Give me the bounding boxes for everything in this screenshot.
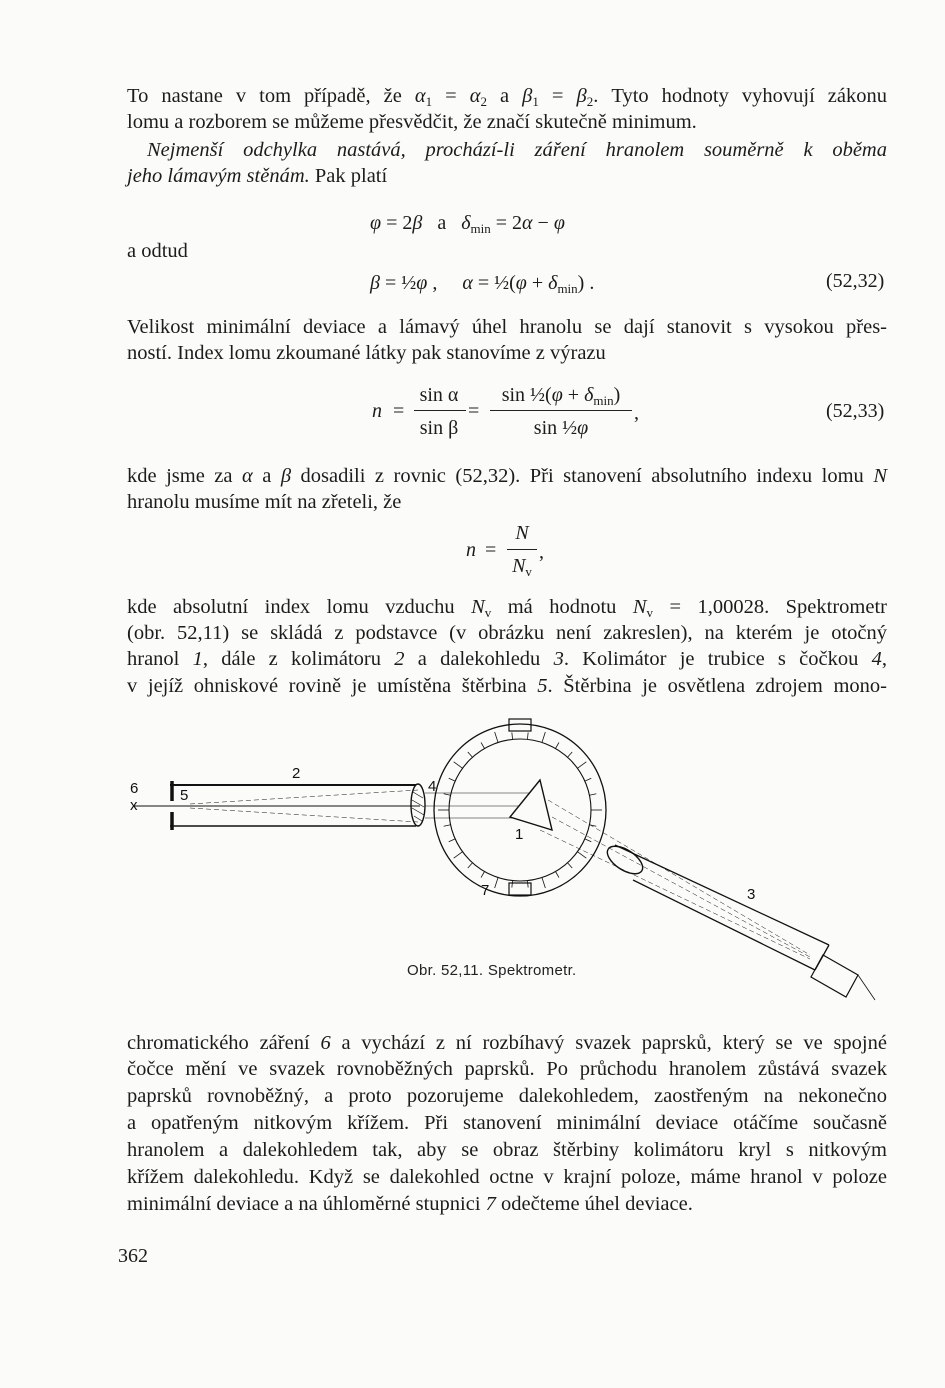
scale-tick <box>449 839 455 842</box>
text-line: Velikost minimální deviace a lámavý úhel hranolu se dají stanovit s vysokou přes- <box>127 316 887 338</box>
scale-tick <box>512 732 513 739</box>
text-line: v jejíž ohniskové rovině je umístěna štěrbina 5. Štěrbina je osvětlena zdrojem mono- <box>127 675 887 697</box>
text-line: jeho lámavým stěnám. Pak platí <box>127 165 388 187</box>
scale-tick <box>512 881 513 888</box>
equation-n: n <box>372 400 382 422</box>
text-line: To nastane v tom případě, že $\alpha_1 = \alpha_2$ a $\beta_1 = \beta_2$. Tyto hodnoty vyhovují zákonu <box>127 85 888 109</box>
text-line: kde absolutní index lomu vzduchu $N_v$ má hodnotu $N_v = 1,00028$. Spektrometr <box>127 596 887 620</box>
scale-tick <box>542 732 545 742</box>
scale-tick <box>481 742 485 748</box>
equation-phi: φ = 2β a $\delta_{min} = 2\alpha - \varphi$ <box>370 212 565 236</box>
refracted-ray <box>552 817 810 957</box>
refracted-ray <box>540 830 810 959</box>
text-line: čočce mění ve svazek rovnoběžných paprsků. Po průchodu hranolem zůstává svazek <box>127 1058 887 1080</box>
scale-tick <box>589 825 596 826</box>
scale-tick <box>495 732 498 742</box>
scale-tick <box>454 852 463 858</box>
fraction-denominator: sin ½φ <box>533 417 589 439</box>
scale-tick <box>449 778 455 781</box>
label-5: 5 <box>180 787 189 804</box>
fraction-numerator: sin ½(φ + $\delta_{min}$) <box>501 384 621 408</box>
text-line: hranol 1, dále z kolimátoru 2 a dalekohledu 3. Kolimátor je trubice s čočkou 4, <box>127 648 888 670</box>
equals-sign: = <box>393 400 405 422</box>
equation-n: n <box>466 539 476 561</box>
scale-tick <box>527 881 528 888</box>
scale-tick <box>468 863 473 868</box>
telescope-eyepiece <box>811 955 858 997</box>
scale-tick <box>527 732 528 739</box>
prism <box>510 780 552 830</box>
ray-upper <box>190 790 418 804</box>
fraction-denominator: sin β <box>419 417 459 439</box>
text-line: chromatického záření 6 a vychází z ní rozbíhavý svazek paprsků, který se ve spojné <box>127 1032 887 1054</box>
label-1: 1 <box>515 826 524 843</box>
scale-tick <box>495 878 498 888</box>
equals-sign: = <box>485 539 497 561</box>
text-line: kde jsme za α a β dosadili z rovnic (52,32). Při stanovení absolutního indexu lomu N <box>127 465 887 487</box>
text-line: hranolem a dalekohledem tak, aby se obraz štěrbiny kolimátoru kryl s nitkovým <box>127 1139 887 1161</box>
refracted-ray <box>548 800 810 955</box>
label-2: 2 <box>292 765 301 782</box>
text-line: (obr. 52,11) se skládá z podstavce (v obrázku není zakreslen), na kterém je otočný <box>127 622 887 644</box>
scale-tick <box>589 794 596 795</box>
text-line: ností. Index lomu zkoumané látky pak stanovíme z výrazu <box>127 342 606 364</box>
scale-tick <box>568 863 573 868</box>
scale-tick <box>468 752 473 757</box>
equation-beta-alpha: β = ½φ , α = ½(φ + $\delta_{min}$) . <box>370 272 595 296</box>
scale-tick <box>481 871 485 877</box>
collimator-lens <box>411 784 425 826</box>
text-line: křížem dalekohledu. Když se dalekohled octne v krajní poloze, máme hranol v poloze <box>127 1166 887 1188</box>
fraction-numerator: sin α <box>419 384 459 406</box>
text-line: a odtud <box>127 240 188 262</box>
scale-tick <box>577 852 586 858</box>
telescope-lens <box>603 841 647 880</box>
ray-lower <box>190 808 418 822</box>
equals-sign: = <box>468 400 480 422</box>
scale-tick <box>585 839 591 842</box>
telescope-top-edge <box>615 845 829 945</box>
fraction-numerator: N <box>515 522 529 544</box>
scale-tick <box>444 825 451 826</box>
scale-tick <box>568 752 573 757</box>
figure-caption: Obr. 52,11. Spektrometr. <box>407 962 577 979</box>
label-3: 3 <box>747 886 756 903</box>
scale-tick <box>542 878 545 888</box>
fraction-denominator: $N_v$ <box>512 555 532 579</box>
label-7: 7 <box>481 882 490 899</box>
text-line: hranolu musíme mít na zřeteli, že <box>127 491 402 513</box>
text-line-italic: Nejmenší odchylka nastává, prochází-li záření hranolem souměrně k oběma <box>147 139 887 161</box>
scale-tick <box>577 762 586 768</box>
equation-number: (52,32) <box>826 270 885 292</box>
scale-tick <box>556 742 560 748</box>
page-number: 362 <box>118 1245 148 1267</box>
text-line: lomu a rozborem se můžeme přesvědčit, že značí skutečně minimum. <box>127 111 697 133</box>
label-x: x <box>130 797 138 814</box>
comma: , <box>634 402 639 424</box>
text-line: paprsků rovnoběžný, a proto pozorujeme dalekohledem, zaostřeným na nekonečno <box>127 1085 887 1107</box>
text-line: minimální deviace a na úhloměrné stupnici 7 odečteme úhel deviace. <box>127 1193 693 1215</box>
scale-tick <box>454 762 463 768</box>
comma: , <box>539 541 544 563</box>
label-6: 6 <box>130 780 139 797</box>
equation-number: (52,33) <box>826 400 885 422</box>
vernier-top <box>509 719 531 731</box>
scale-tick <box>444 794 451 795</box>
scale-tick <box>585 778 591 781</box>
text-line: a opatřeným nitkovým křížem. Při stanovení minimální deviace otáčíme současně <box>127 1112 887 1134</box>
scale-tick <box>556 871 560 877</box>
label-4: 4 <box>428 778 437 795</box>
